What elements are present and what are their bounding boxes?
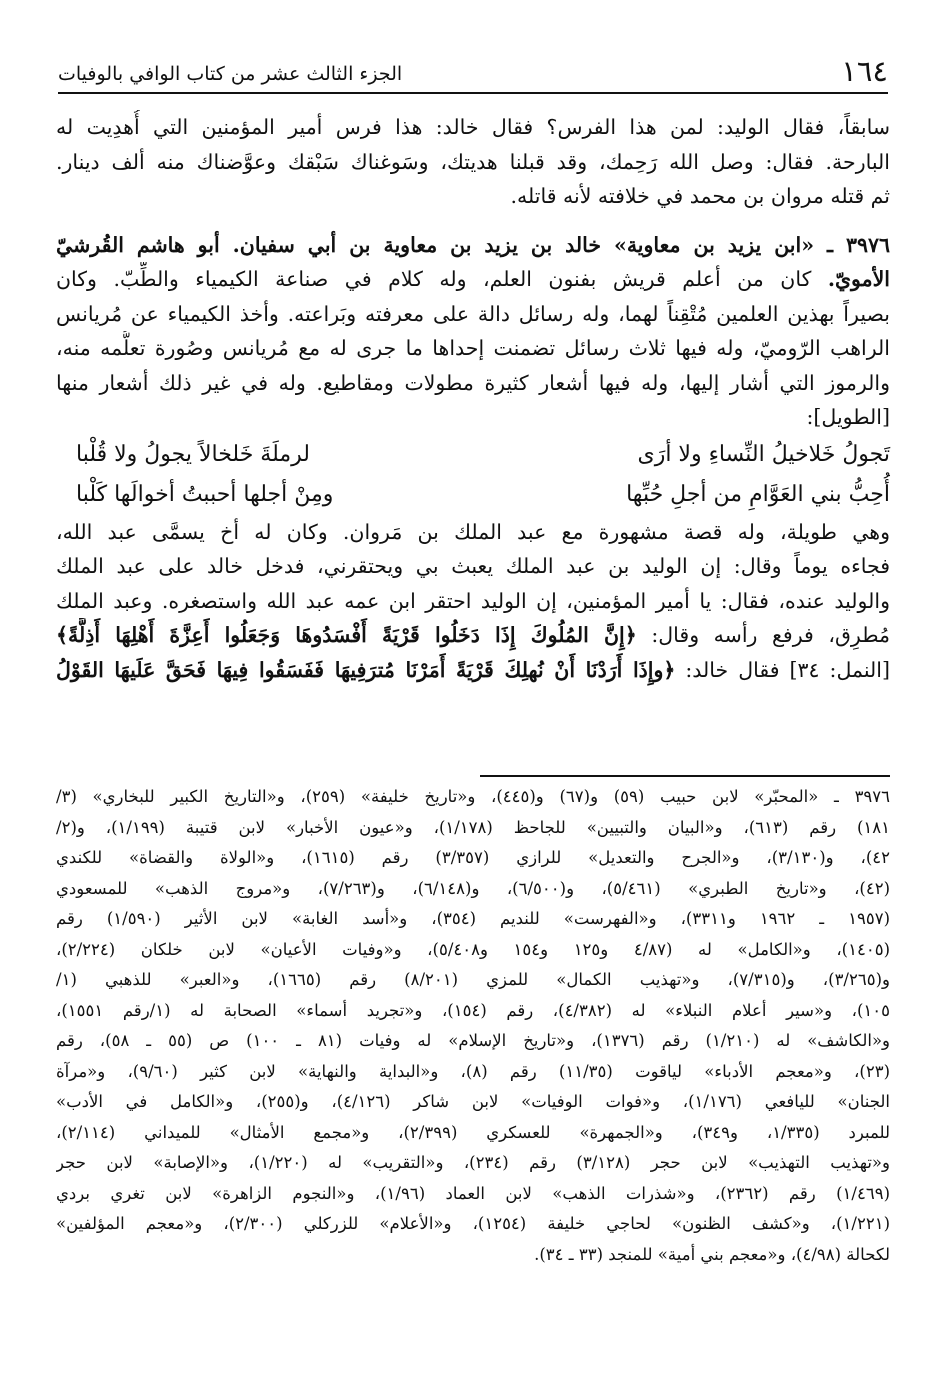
footnote-line: لكحالة (٤/٩٨)، و«معجم بني أمية» للمنجد (٣٣ ـ ٣٤). bbox=[534, 1244, 890, 1264]
body-line: سابقاً، فقال الوليد: لمن هذا الفرس؟ فقال خالد: هذا فرس أمير المؤمنين التي أُهدِيت له bbox=[56, 115, 890, 139]
body-line: وهي طويلة، وله قصة مشهورة مع عبد الملك بن مَروان. وكان له أخ يسمَّى عبد الله، bbox=[56, 519, 890, 544]
quran-prefix: مُطرِق، فرفع رأسه وقال: bbox=[651, 623, 890, 647]
quran-prefix: فقال خالد: bbox=[685, 657, 780, 682]
running-title: الجزء الثالث عشر من كتاب الوافي بالوفيات bbox=[58, 63, 403, 85]
body-line: ثم قتله مروان بن محمد في خلافته لأنه قاتله. bbox=[510, 184, 890, 208]
entry-line: بصيراً بهذين العلمين مُتْقِناً لهما، وله رسائل دالة على معرفته وبَراعته. وأخذ الكيمياء عن مُريانس bbox=[56, 301, 890, 326]
quran-verse: ﴿إِنَّ المُلُوكَ إِذَا دَخَلُوا قَرْيَةً أَفْسَدُوهَا وَجَعَلُوا أَعِزَّةَ أَهْلِهَا أَذِلَّةً﴾ bbox=[56, 623, 637, 647]
verse-first-hemistich: أُحِبُّ بني العَوَّامِ من أجلِ حُبِّها bbox=[626, 482, 890, 507]
body-line: البارحة. فقال: وصل الله رَحِمك، وقد قبلنا هديتك، وسَوغناك سَبْقك وعوَّضناك منه ألف دينار. bbox=[56, 149, 890, 174]
footnote-line: الجنان» لليافعي (١/١٧٦)، و«فوات الوفيات» لابن شاكر (٤/١٢٦)، و(٢٥٥)، و«الكامل في الأدب» bbox=[56, 1092, 890, 1111]
footnote-line: ١٠٥)، و«سير أعلام النبلاء» له (٤/٣٨٢)، رقم (١٥٤)، و«تجريد أسماء» الصحابة له (١/رقم ١٥٥١)، bbox=[56, 1000, 890, 1020]
footnote-line: (١/٤٦٩) رقم (٢٣٦٢)، و«شذرات الذهب» لابن العماد (١/٩٦)، و«النجوم الزاهرة» لابن تغري بردي bbox=[56, 1183, 890, 1203]
verse-first-hemistich: تَجولُ خَلاخيلُ النِّساءِ ولا أرَى bbox=[637, 442, 890, 467]
poem-verse bbox=[56, 435, 890, 475]
verse-second-hemistich: ومِنْ أجلها أحببتُ أخوالَها كَلْبا bbox=[76, 482, 334, 507]
entry-line: الراهب الرّوميّ، وله فيها ثلاث رسائل تضمنت إحداها ما جرى له مع مُريانس وصُورة تعلُّمه منه، bbox=[56, 336, 890, 360]
body-line: فجاءه يوماً وقال: إن الوليد بن عبد الملك يعبث بي ويحتقرني، فدخل خالد على عبد الملك bbox=[56, 554, 890, 578]
body-line: والوليد عنده، فقال: يا أمير المؤمنين، إن الوليد احتقر ابن عمه عبد الله واستصغره. وعبد الملك bbox=[56, 588, 890, 613]
footnote-line: ٤٢)، و(٣/١٣٠)، و«الجرح والتعديل» للرازي (٣/٣٥٧) رقم (١٦١٥)، و«الولاة والقضاة» للكندي bbox=[56, 848, 890, 867]
footnote-line: و«الكاشف» له (١/٢١٠) رقم (١٣٧٦)، و«تاريخ الإسلام» له وفيات (٨١ ـ ١٠٠) ص (٥٥ ـ ٥٨)، رقم bbox=[56, 1031, 890, 1050]
footnote-line: ٣٩٧٦ ـ «المحبّر» لابن حبيب (٥٩) و(٦٧) و(٤٤٥)، و«تاريخ خليفة» (٢٥٩)، و«التاريخ الكبير للبخاري» (٣/ bbox=[56, 787, 890, 806]
footnote-line: و(٣/٢٦٥)، و(٧/٣١٥)، و«تهذيب الكمال» للمزي (٨/٢٠١) رقم (١٦٦٥)، و«العبر» للذهبي (١/ bbox=[56, 970, 890, 989]
footnote-divider bbox=[480, 775, 890, 777]
footnote-line: (١٤٠٥)، و«الكامل» له (٤/٨٧ و١٢٥ و١٥٤ و٥/٤٠٨)، و«وفيات الأعيان» لابن خلكان (٢/٢٢٤)، bbox=[56, 939, 890, 959]
poem-verse bbox=[56, 475, 890, 515]
page-number: ١٦٤ bbox=[841, 54, 888, 88]
entry-line: والرموز التي أشار إليها، وله فيها أشعار كثيرة مطولات ومقاطيع. وله في غير ذلك أشعار منها bbox=[56, 370, 890, 395]
footnote-line: ١٨١) رقم (٦١٣)، و«البيان والتبيين» للجاحظ (١/١٧٨)، و«عيون الأخبار» لابن قتيبة (١/١٩٩)، و(٢/ bbox=[56, 817, 890, 837]
entry-line-text: كان من أعلم قريش بفنون العلم، وله كلام في صناعة الكيمياء والطِّبّ. وكان bbox=[56, 267, 812, 291]
entry-heading-continued: الأمويّ. bbox=[827, 267, 890, 291]
quran-reference: [النمل: ٣٤] bbox=[789, 657, 890, 682]
footnote-line: (٤٢)، و«تاريخ الطبري» (٥/٤٦١)، و(٦/٥٠٠)، و(٦/١٤٨)، و(٧/٢٦٣)، و«مروج الذهب» للمسعودي bbox=[56, 878, 890, 898]
footnotes bbox=[56, 782, 890, 1270]
quran-line bbox=[56, 653, 890, 688]
footnote-line: و«تهذيب التهذيب» لابن حجر (٣/١٢٨) رقم (٢٣٤)، و«التقريب» له (١/٢٢٠)، و«الإصابة» لابن حجر bbox=[56, 1153, 890, 1172]
quran-verse: ﴿وإِذَا أَرَدْنَا أَنْ نُهلِكَ قَرْيَةً أَمَرْنَا مُترَفِيهَا فَفَسَقُوا فِيهَا فَحَقَّ عَلَيهَا القَوْلُ bbox=[56, 657, 676, 682]
footnote-line: (٢٣)، و«معجم الأدباء» لياقوت (١١/٣٥) رقم (٨)، و«البداية والنهاية» لابن كثير (٩/٦٠)، و«مرآة bbox=[56, 1061, 890, 1081]
footnote-line: للمبرد (١/٣٣٥، و٣٤٩)، و«الجمهرة» للعسكري (٢/٣٩٩)، و«مجمع الأمثال» للميداني (٢/١١٤)، bbox=[56, 1122, 890, 1142]
meter-label: [الطويل]: bbox=[806, 405, 890, 429]
quran-line bbox=[56, 618, 890, 653]
footnote-line: (١/٢٢١)، و«كشف الظنون» لحاجي خليفة (١٢٥٤)، و«الأعلام» للزركلي (٢/٣٠٠)، و«معجم المؤلفين» bbox=[56, 1214, 890, 1233]
entry-heading: ٣٩٧٦ ـ «ابن يزيد بن معاوية» خالد بن يزيد بن معاوية بن أبي سفيان. أبو هاشم القُرشيّ bbox=[56, 232, 890, 257]
verse-second-hemistich: لرملَةَ خَلخالاً يجولُ ولا قُلْبا bbox=[76, 442, 310, 467]
entry-line bbox=[56, 262, 890, 297]
main-text bbox=[56, 110, 890, 687]
footnote-line: (١٩٥٧ ـ ١٩٦٢ و٣٣١١)، و«الفهرست» للنديم (٣٥٤)، و«أسد الغابة» لابن الأثير (١/٥٩٠) رقم bbox=[56, 909, 890, 928]
page-header bbox=[58, 44, 888, 94]
